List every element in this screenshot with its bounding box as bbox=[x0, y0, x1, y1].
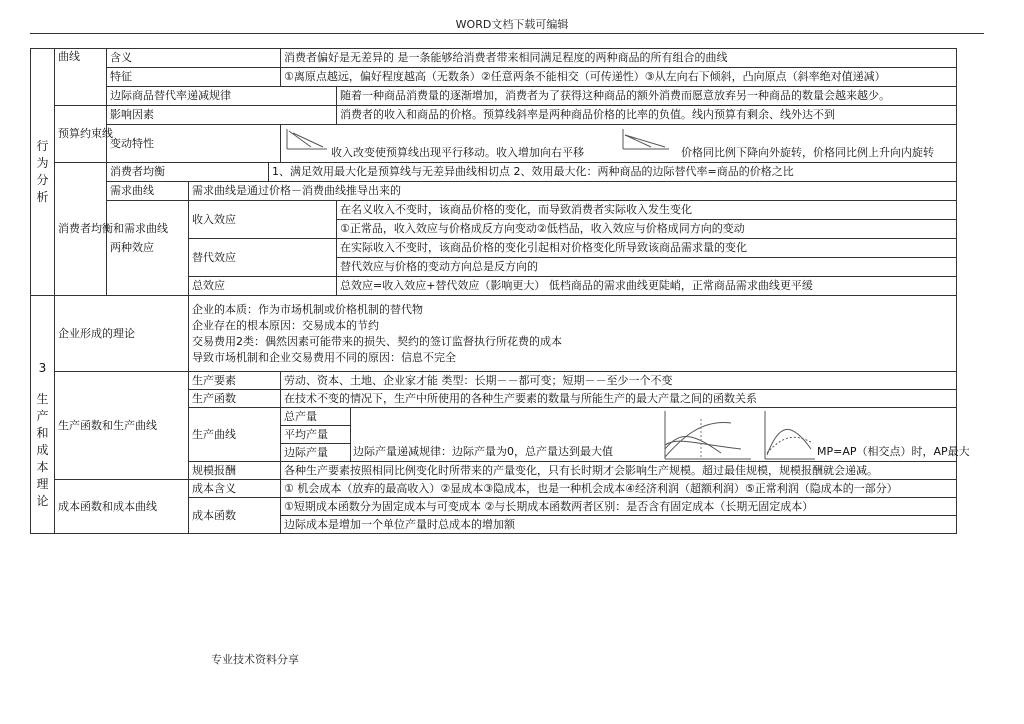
production-curve-name: 生产曲线 bbox=[189, 408, 281, 462]
cost-function-line2: 边际成本是增加一个单位产量时总成本的增加额 bbox=[281, 516, 957, 534]
scale-returns-name: 规模报酬 bbox=[189, 462, 281, 480]
mrs-rule-text: 随着一种商品消费量的逐渐增加，消费者为了获得这种商品的额外消费而愿意放弃另一种商品的数量会越来越少。 bbox=[337, 87, 957, 106]
budget-change-cell bbox=[281, 125, 957, 163]
production-function-name: 生产函数 bbox=[189, 390, 281, 408]
section1-label: 行 为 分 析 bbox=[31, 49, 55, 296]
header-rule bbox=[30, 33, 984, 34]
budget-factors-name: 影响因素 bbox=[107, 106, 337, 125]
parallel-shift-figure bbox=[285, 127, 329, 151]
two-effects-label: 两种效应 bbox=[107, 201, 189, 296]
summary-table bbox=[30, 48, 970, 534]
cost-function-line1: ①短期成本函数分为固定成本与可变成本 ②与长期成本函数两者区别：是否含有固定成本（长期无固定成本） bbox=[281, 498, 957, 516]
curve-feature-text: ①离原点越远，偏好程度越高（无数条）②任意两条不能相交（可传递性）③从左向右下倾斜，凸向原点（斜率绝对值递减） bbox=[281, 68, 957, 87]
curve-marginal-product: 边际产量 bbox=[281, 444, 351, 462]
budget-change-name: 变动特性 bbox=[107, 125, 281, 163]
product-curves-figure bbox=[661, 409, 753, 461]
curve-feature-name: 特征 bbox=[107, 68, 281, 87]
substitution-effect-name: 替代效应 bbox=[189, 239, 337, 277]
substitution-effect-line1: 在实际收入不变时，该商品价格的变化引起相对价格变化所导致该商品需求量的变化 bbox=[337, 239, 957, 258]
cost-label: 成本函数和成本曲线 bbox=[55, 480, 189, 534]
production-factors-name: 生产要素 bbox=[189, 372, 281, 390]
total-effect-text: 总效应=收入效应+替代效应（影响更大） 低档商品的需求曲线更陡峭，正常商品需求曲线更平缓 bbox=[337, 277, 957, 296]
budget-income-shift-text: 收入改变使预算线出现平行移动。收入增加向右平移 bbox=[331, 146, 584, 159]
diminishing-returns-text: 边际产量递减规律：边际产量为0，总产量达到最大值 bbox=[353, 445, 613, 458]
curve-label: 曲线 bbox=[55, 49, 107, 106]
cost-function-name: 成本函数 bbox=[189, 498, 281, 534]
section3-number: 3 bbox=[38, 360, 47, 375]
substitution-effect-line2: 替代效应与价格的变动方向总是反方向的 bbox=[337, 258, 957, 277]
curve-meaning-text: 消费者偏好是无差异的 是一条能够给消费者带来相同满足程度的两种商品的所有组合的曲线 bbox=[281, 49, 957, 68]
production-function-text: 在技术不变的情况下，生产中所使用的各种生产要素的数量与所能生产的最大产量之间的函数关系 bbox=[281, 390, 957, 408]
mrs-rule-name: 边际商品替代率递减规律 bbox=[107, 87, 337, 106]
section3-label: 3 生 产 和 成 本 理 论 bbox=[31, 296, 55, 534]
production-curve-cell bbox=[351, 408, 970, 462]
cost-meaning-name: 成本含义 bbox=[189, 480, 281, 498]
page-footer: 专业技术资料分享 bbox=[211, 653, 299, 666]
budget-label: 预算约束线 bbox=[55, 106, 107, 163]
income-effect-name: 收入效应 bbox=[189, 201, 337, 239]
scale-returns-text: 各种生产要素按照相同比例变化时所带来的产量变化，只有长时期才会影响生产规模。超过最佳规模，规模报酬就会递减。 bbox=[281, 462, 957, 480]
income-effect-line1: 在名义收入不变时，该商品价格的变化，而导致消费者实际收入发生变化 bbox=[337, 201, 957, 220]
budget-price-rotate-text: 价格同比例下降向外旋转，价格同比例上升向内旋转 bbox=[681, 146, 934, 159]
curve-average-product: 平均产量 bbox=[281, 426, 351, 444]
mp-ap-figure bbox=[761, 409, 817, 461]
income-effect-line2: ①正常品，收入效应与价格成反方向变动②低档品，收入效应与价格成同方向的变动 bbox=[337, 220, 957, 239]
firm-theory-text: 企业的本质：作为市场机制或价格机制的替代物 企业存在的根本原因：交易成本的节约 交易费用2类：偶然因素可能带来的损失、契约的签订监督执行所花费的成本 导致市场机制和企业交易费用不同的原因：信息不完全 bbox=[189, 296, 957, 372]
page-header: WORD文档下载可编辑 bbox=[455, 18, 569, 31]
curve-meaning-name: 含义 bbox=[107, 49, 281, 68]
curve-total-product: 总产量 bbox=[281, 408, 351, 426]
equilibrium-label: 消费者均衡和需求曲线 bbox=[55, 163, 107, 296]
rotation-figure bbox=[621, 127, 671, 151]
firm-theory-label: 企业形成的理论 bbox=[55, 296, 189, 372]
cost-meaning-text: ① 机会成本（放弃的最高收入）②显成本③隐成本，也是一种机会成本④经济利润（超额利润）⑤正常利润（隐成本的一部分） bbox=[281, 480, 957, 498]
total-effect-name: 总效应 bbox=[189, 277, 337, 296]
demand-curve-text: 需求曲线是通过价格－消费曲线推导出来的 bbox=[189, 182, 957, 201]
production-factors-text: 劳动、资本、土地、企业家才能 类型：长期－－都可变；短期－－至少一个不变 bbox=[281, 372, 957, 390]
budget-factors-text: 消费者的收入和商品的价格。预算线斜率是两种商品价格的比率的负值。线内预算有剩余、线外达不到 bbox=[337, 106, 957, 125]
production-label: 生产函数和生产曲线 bbox=[55, 372, 189, 480]
demand-curve-name: 需求曲线 bbox=[107, 182, 189, 201]
mp-ap-text: MP=AP（相交点）时，AP最大 bbox=[817, 445, 970, 458]
equilibrium-name: 消费者均衡 bbox=[107, 163, 269, 182]
equilibrium-text: 1、满足效用最大化是预算线与无差异曲线相切点 2、效用最大化：两种商品的边际替代率=商品的价格之比 bbox=[269, 163, 957, 182]
